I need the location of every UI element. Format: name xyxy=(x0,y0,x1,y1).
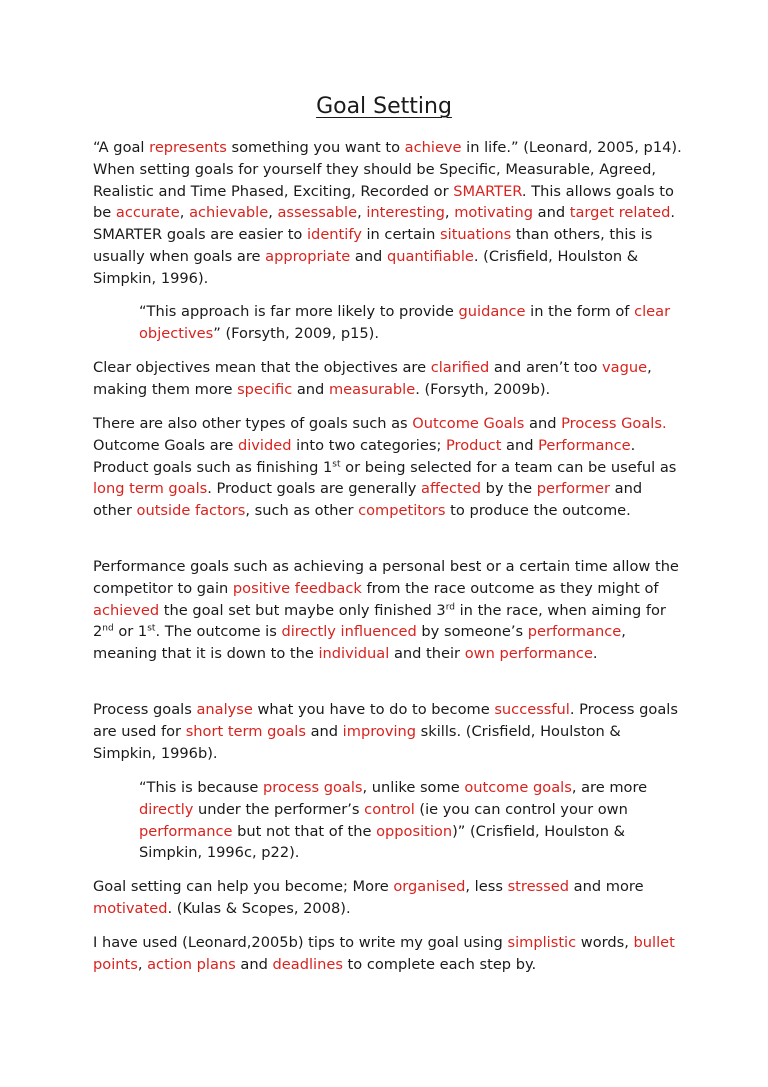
text-run: Outcome Goals are xyxy=(93,436,238,454)
text-run: and xyxy=(292,380,329,398)
text-run: , xyxy=(179,204,190,222)
keyword-highlight: specific xyxy=(237,380,293,398)
text-run: by someone’s xyxy=(416,623,528,641)
keyword-highlight: situations xyxy=(440,226,512,243)
keyword-highlight: improving xyxy=(342,722,417,740)
text-run: ” (Forsyth, 2009, p15). xyxy=(213,324,380,342)
paragraph-smarter xyxy=(93,137,683,289)
keyword-highlight: stressed xyxy=(507,878,570,895)
text-run: in the race, when aiming for 2 xyxy=(93,601,666,641)
text-run: , xyxy=(268,204,278,222)
text-run: something you want to xyxy=(226,139,405,156)
keyword-highlight: Performance xyxy=(538,436,631,454)
text-run: , are more xyxy=(571,779,648,796)
text-run: , meaning that it is down to the xyxy=(93,623,626,662)
text-run: and xyxy=(350,247,387,265)
text-run: (ie you can control your own xyxy=(414,800,628,818)
keyword-highlight: performer xyxy=(536,480,611,498)
text-run: by the xyxy=(481,480,537,498)
keyword-highlight: directly influenced xyxy=(281,623,417,641)
keyword-highlight: SMARTER xyxy=(453,182,522,200)
paragraph-leonard-tips xyxy=(93,932,683,976)
keyword-highlight: achievable xyxy=(189,204,269,222)
text-run: under the performer’s xyxy=(193,800,365,818)
paragraph-goal-benefits xyxy=(93,876,683,920)
text-run: and xyxy=(235,955,273,973)
keyword-highlight: successful xyxy=(494,701,570,718)
ordinal-suffix: nd xyxy=(102,623,114,634)
keyword-highlight: achieve xyxy=(404,139,462,156)
text-run: Process goals xyxy=(93,701,197,718)
keyword-highlight: vague xyxy=(602,359,648,376)
keyword-highlight: organised xyxy=(393,878,466,895)
text-run: and more xyxy=(569,878,644,895)
keyword-highlight: control xyxy=(364,800,415,818)
text-run: , making them more xyxy=(93,359,652,398)
text-run: . The outcome is xyxy=(155,623,282,641)
text-run: . SMARTER goals are easier to xyxy=(93,204,675,243)
keyword-highlight: assessable xyxy=(277,204,358,222)
keyword-highlight: affected xyxy=(421,480,481,498)
keyword-highlight: outcome goals xyxy=(464,779,572,796)
text-run: to produce the outcome. xyxy=(445,502,631,519)
keyword-highlight: short term goals xyxy=(185,722,306,740)
text-run: from the race outcome as they might of xyxy=(361,579,659,597)
keyword-highlight: process goals xyxy=(263,779,363,796)
text-run: “A goal xyxy=(93,139,150,156)
text-run: and their xyxy=(389,645,465,662)
text-run: and xyxy=(501,436,539,454)
text-run: , less xyxy=(465,878,508,895)
text-run: . (Forsyth, 2009b). xyxy=(415,380,551,398)
keyword-highlight: motivated xyxy=(93,899,168,917)
ordinal-suffix: st xyxy=(147,623,156,634)
text-run: skills. (Crisfield, Houlston & Simpkin, 1996b). xyxy=(93,722,621,762)
ordinal-suffix: rd xyxy=(445,602,455,613)
text-run: or being selected for a team can be useful as xyxy=(340,458,677,476)
text-run: and xyxy=(524,415,562,432)
keyword-highlight: clarified xyxy=(430,359,490,376)
keyword-highlight: accurate xyxy=(115,204,180,222)
text-run: I have used (Leonard,2005b) tips to write my goal using xyxy=(93,934,508,951)
text-run: what you have to do to become xyxy=(252,701,495,718)
keyword-highlight: long term goals xyxy=(93,480,208,498)
text-run: but not that of the xyxy=(232,822,377,840)
paragraph-goal-types xyxy=(93,413,683,522)
text-run: )” (Crisfield, Houlston & Simpkin, 1996c, p22). xyxy=(139,822,626,862)
text-run: . Process goals are used for xyxy=(93,701,678,740)
keyword-highlight: interesting xyxy=(366,204,445,222)
keyword-highlight: clear objectives xyxy=(139,303,671,342)
keyword-highlight: analyse xyxy=(196,701,253,718)
page-title: Goal Setting xyxy=(316,94,452,119)
text-run: , xyxy=(137,955,148,973)
keyword-highlight: identify xyxy=(307,226,362,243)
text-run: “This is because xyxy=(139,779,263,796)
keyword-highlight: quantifiable xyxy=(386,247,474,265)
keyword-highlight: outside factors xyxy=(136,502,246,519)
keyword-highlight: performance xyxy=(139,822,233,840)
text-run: the goal set but maybe only finished 3 xyxy=(159,601,446,619)
keyword-highlight: represents xyxy=(149,139,227,156)
paragraph-clear-objectives xyxy=(93,357,683,401)
text-run: Goal setting can help you become; More xyxy=(93,878,394,895)
ordinal-suffix: st xyxy=(332,459,341,470)
keyword-highlight: deadlines xyxy=(272,955,343,973)
keyword-highlight: Product xyxy=(446,436,502,454)
text-run: and xyxy=(305,722,343,740)
text-run: in certain xyxy=(361,226,441,243)
text-run: . Product goals such as finishing 1 xyxy=(93,436,636,476)
keyword-highlight: own performance xyxy=(464,645,593,662)
text-run: and xyxy=(532,204,570,222)
paragraph-performance-goals xyxy=(93,556,683,665)
text-run: , unlike some xyxy=(362,779,465,796)
keyword-highlight: achieved xyxy=(93,601,160,619)
text-run: There are also other types of goals such as xyxy=(93,415,413,432)
keyword-highlight: simplistic xyxy=(507,934,577,951)
keyword-highlight: directly xyxy=(139,800,194,818)
quote-crisfield xyxy=(139,777,684,864)
text-run: Clear objectives mean that the objectives are xyxy=(93,359,431,376)
text-run: in life.” (Leonard, 2005, p14). When setting goals for yourself they should be Specific, Measurable, Agreed, Realistic and Time Phased, Exciting, Recorded or xyxy=(93,139,682,200)
text-run: . xyxy=(592,645,598,662)
text-run: than others, this is usually when goals are xyxy=(93,226,653,265)
text-run: “This approach is far more likely to provide xyxy=(139,303,459,320)
text-run: . Product goals are generally xyxy=(207,480,422,498)
keyword-highlight: Process Goals. xyxy=(561,415,667,432)
text-run: to complete each step by. xyxy=(342,955,537,973)
quote-forsyth xyxy=(139,301,684,345)
text-run: Performance goals such as achieving a personal best or a certain time allow the competitor to gain xyxy=(93,558,679,597)
keyword-highlight: individual xyxy=(318,645,390,662)
keyword-highlight: guidance xyxy=(458,303,526,320)
paragraph-process-goals xyxy=(93,699,683,764)
keyword-highlight: Outcome Goals xyxy=(412,415,525,432)
text-run: , xyxy=(444,204,455,222)
text-run: , such as other xyxy=(245,502,359,519)
text-run: and other xyxy=(93,480,643,519)
text-run: . (Kulas & Scopes, 2008). xyxy=(167,899,351,917)
keyword-highlight: motivating xyxy=(454,204,533,222)
keyword-highlight: measurable xyxy=(328,380,416,398)
text-run: and aren’t too xyxy=(489,359,603,376)
keyword-highlight: appropriate xyxy=(265,247,351,265)
keyword-highlight: performance xyxy=(527,623,622,641)
keyword-highlight: bullet points xyxy=(93,934,675,973)
keyword-highlight: target related xyxy=(569,204,671,222)
keyword-highlight: opposition xyxy=(376,822,453,840)
text-run: words, xyxy=(576,934,634,951)
text-run: or 1 xyxy=(113,623,148,641)
text-run: . (Crisfield, Houlston & Simpkin, 1996). xyxy=(93,247,639,287)
text-run: in the form of xyxy=(525,303,635,320)
text-run: , xyxy=(357,204,367,222)
keyword-highlight: action plans xyxy=(147,955,236,973)
keyword-highlight: divided xyxy=(237,436,292,454)
text-run: into two categories; xyxy=(291,436,446,454)
text-run: . This allows goals to be xyxy=(93,182,674,222)
keyword-highlight: positive feedback xyxy=(232,579,362,597)
keyword-highlight: competitors xyxy=(358,502,446,519)
